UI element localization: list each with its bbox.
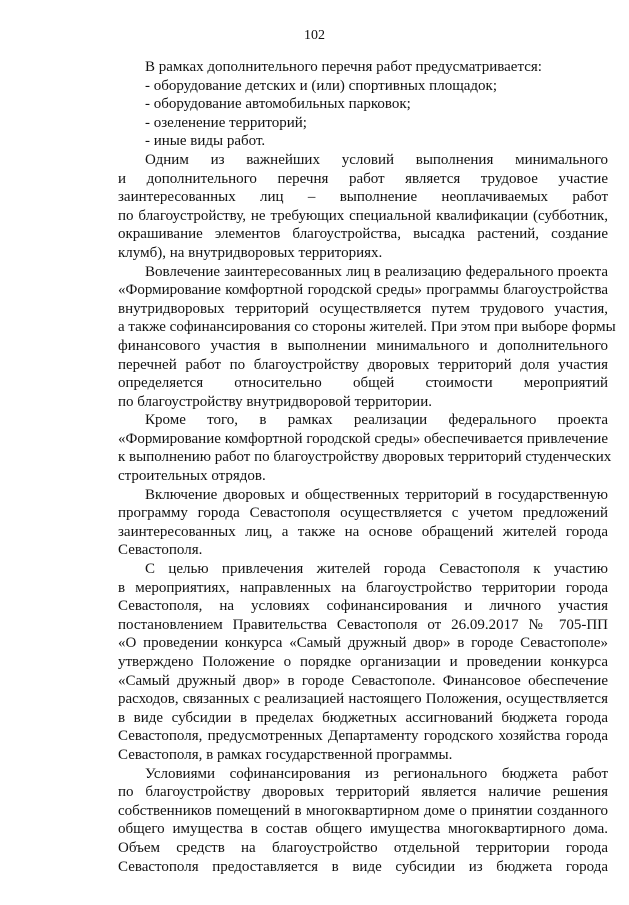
paragraph-line: Условиями софинансирования из регионального бюджета работ — [145, 765, 608, 782]
paragraph-line: Севастополя предоставляется в виде субсидии из бюджета города — [118, 858, 608, 875]
paragraph-line: Включение дворовых и общественных территорий в государственную — [145, 486, 608, 503]
paragraph-line: С целью привлечения жителей города Севастополя к участию — [145, 561, 608, 578]
paragraph-line: утверждено Положение о порядке организации и проведении конкурса — [118, 654, 608, 670]
paragraph-line: к выполнению работ по благоустройству дворовых территорий студенческих — [118, 449, 612, 466]
document-body — [118, 58, 616, 876]
intro-line: В рамках дополнительного перечня работ предусматривается: — [145, 59, 542, 75]
paragraph-line: в мероприятиях, направленных на благоустройство территории города — [118, 579, 608, 596]
paragraph-line: «Самый дружный двор» в городе Севастополе. Финансовое обеспечение — [118, 672, 608, 689]
list-item: - озеленение территорий; — [145, 114, 307, 131]
paragraph-line: Вовлечение заинтересованных лиц в реализацию федерального проекта — [145, 263, 608, 280]
paragraph-line: Севастополя, предусмотренных Департаменту городского хозяйства города — [118, 728, 608, 745]
paragraph-line: окрашивание элементов благоустройства, высадка растений, создание — [118, 226, 608, 243]
paragraph — [118, 765, 608, 877]
paragraph-line: Объем средств на благоустройство отдельной территории города — [118, 839, 608, 856]
paragraph-line: внутридворовых территорий осуществляется путем трудового участия, — [118, 300, 608, 317]
paragraph — [118, 411, 612, 485]
paragraph-line: по благоустройству дворовых территорий является наличие решения — [118, 784, 608, 801]
paragraph-line: «Формирование комфортной городской среды» программы благоустройства — [118, 282, 608, 299]
paragraph-line: Одним из важнейших условий выполнения минимального — [145, 151, 608, 168]
list-item: - оборудование детских и (или) спортивных площадок; — [145, 77, 497, 94]
paragraph-line: Севастополя, в рамках государственной программы. — [118, 746, 453, 763]
paragraph — [118, 560, 608, 765]
paragraph-line: общего имущества в состав общего имущества многоквартирного дома. — [118, 821, 608, 838]
paragraph-line: Кроме того, в рамках реализации федерального проекта — [145, 412, 608, 429]
paragraph — [118, 486, 608, 560]
paragraph-line: клумб), на внутридворовых территориях. — [118, 244, 383, 261]
paragraph-line: Севастополя. — [118, 542, 203, 559]
paragraph-line: «О проведении конкурса «Самый дружный двор» в городе Севастополе» — [118, 635, 608, 652]
paragraph-line: Севастополя, на условиях софинансирования и личного участия — [118, 598, 608, 615]
page-number: 102 — [304, 28, 325, 43]
paragraph-line: постановлением Правительства Севастополя от 26.09.2017 № 705-ПП — [118, 616, 608, 633]
paragraph-line: собственников помещений в многоквартирном доме о принятии созданного — [118, 802, 608, 819]
paragraph-line: и дополнительного перечня работ является трудовое участие — [118, 170, 608, 187]
paragraph-line: по благоустройству внутридворовой территории. — [118, 393, 432, 410]
paragraph-line: а также софинансирования со стороны жителей. При этом при выборе формы — [118, 319, 616, 336]
paragraph-line: по благоустройству, не требующих специальной квалификации (субботник, — [118, 207, 608, 224]
paragraph-line: расходов, связанных с реализацией настоящего Положения, осуществляется — [118, 691, 608, 708]
paragraph-line: заинтересованных лиц, а также на основе обращений жителей города — [118, 523, 608, 540]
paragraph-line: финансового участия в выполнении минимального и дополнительного — [118, 337, 608, 354]
paragraph-line: определяется относительно общей стоимости мероприятий — [118, 375, 608, 392]
paragraph-line: заинтересованных лиц – выполнение неоплачиваемых работ — [118, 189, 608, 206]
list-item: - иные виды работ. — [145, 133, 266, 150]
paragraph-line: перечней работ по благоустройству дворовых территорий доля участия — [118, 356, 608, 373]
paragraph-line: строительных отрядов. — [118, 468, 266, 485]
list-item: - оборудование автомобильных парковок; — [145, 96, 411, 113]
paragraph-line: программу города Севастополя осуществляется с учетом предложений — [118, 505, 608, 522]
paragraph-line: «Формирование комфортной городской среды» обеспечивается привлечение — [118, 430, 608, 447]
paragraph — [118, 151, 608, 263]
paragraph-line: в виде субсидии в пределах бюджетных ассигнований бюджета города — [118, 709, 608, 726]
paragraph — [118, 263, 616, 412]
